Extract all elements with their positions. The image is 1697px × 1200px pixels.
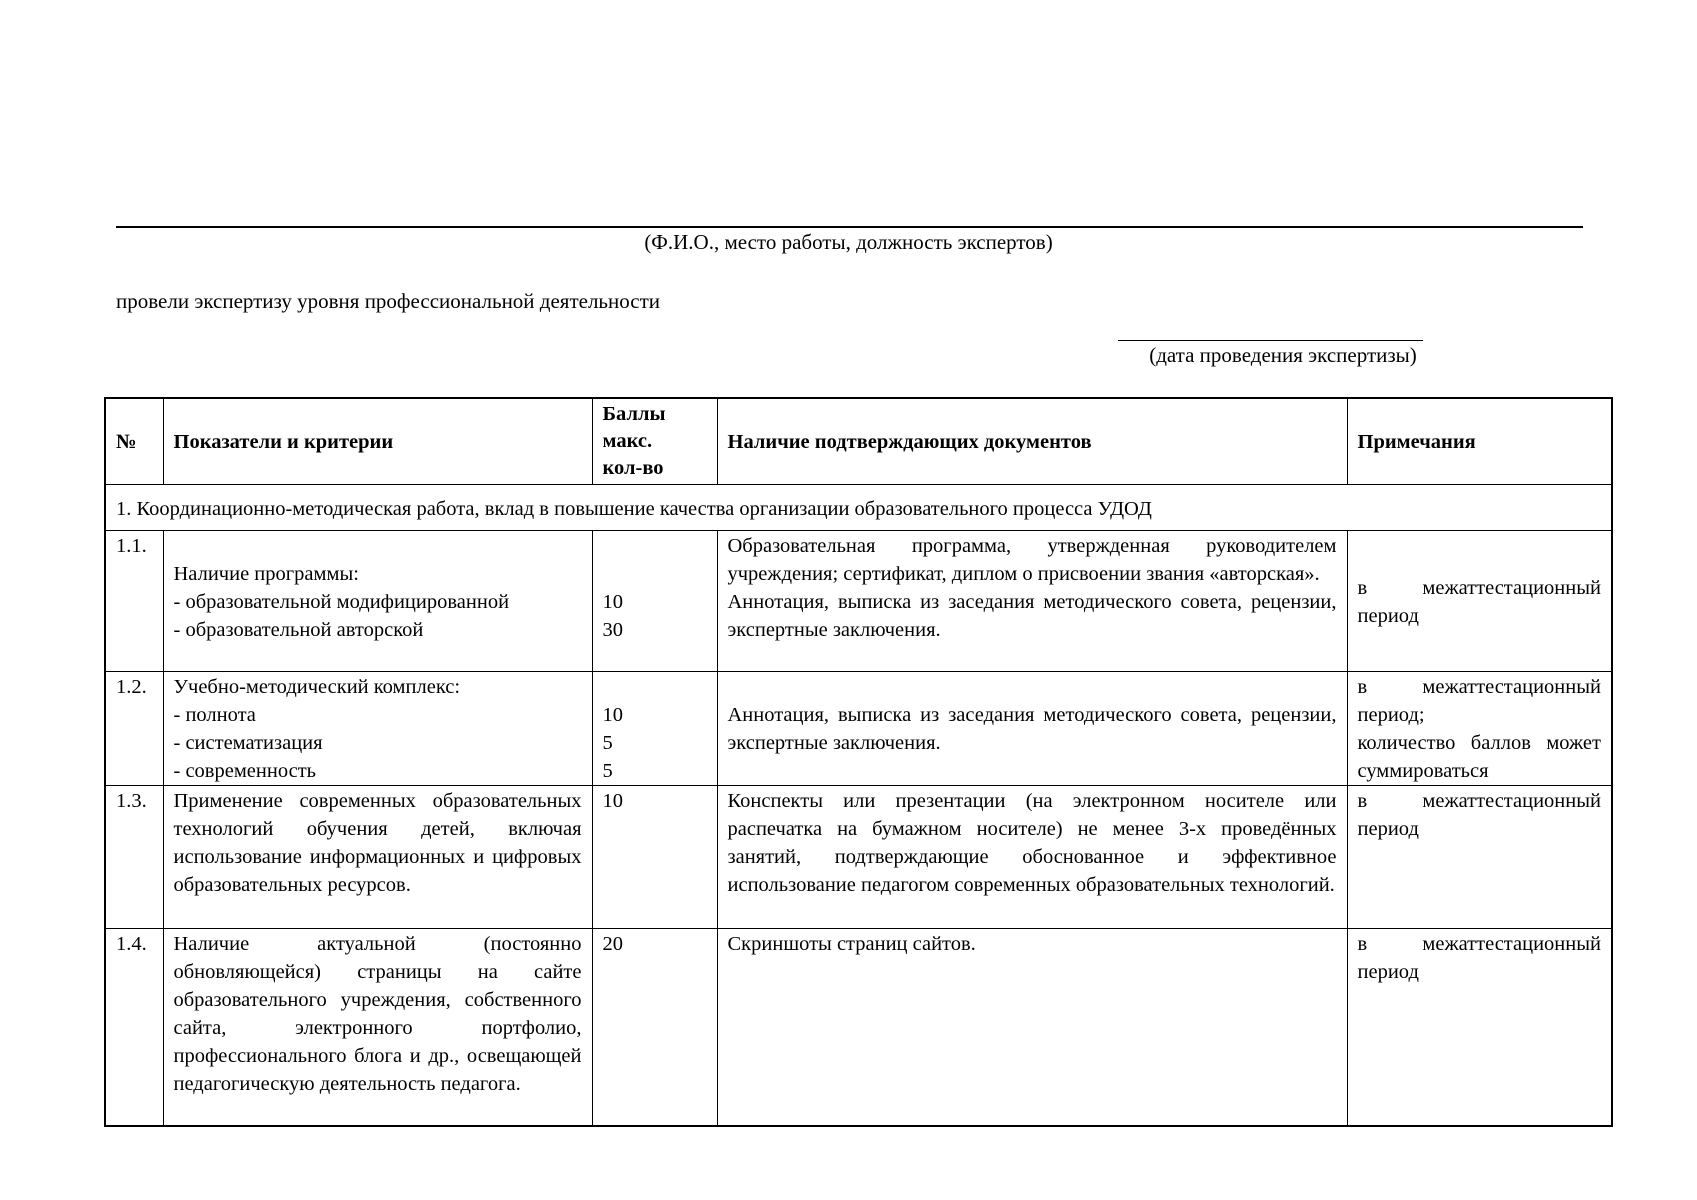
points-value: 10 (602, 704, 623, 726)
signature-line (116, 226, 1583, 228)
header-num: № (105, 398, 163, 485)
date-line (1118, 340, 1423, 341)
header-points (592, 398, 717, 485)
table-row (105, 531, 1612, 672)
row-number: 1.4. (105, 929, 163, 1126)
notes-text-2: количество баллов может суммироваться (1357, 732, 1601, 782)
header-points-line2: макс. (602, 430, 653, 452)
criteria-table (104, 397, 1613, 1127)
table-row (105, 786, 1612, 929)
header-notes: Примечания (1347, 398, 1612, 485)
criteria-line: - образовательной модифицированной (173, 591, 510, 613)
table-row (105, 929, 1612, 1126)
points-value: 10 (602, 591, 623, 613)
points-value: 10 (592, 786, 717, 929)
documents-cell (717, 672, 1347, 786)
criteria-line: - современность (173, 760, 317, 782)
points-cell (592, 672, 717, 786)
criteria-cell: Наличие актуальной (постоянно обновляющейся) страницы на сайте образовательного учреждения, собственного сайта, электронного портфолио, профессионального блога и др., освещающей педагогическую деятельность педагога. (163, 929, 592, 1126)
documents-cell (717, 531, 1347, 672)
documents-text: Аннотация, выписка из заседания методического совета, рецензии, экспертные заключения. (727, 704, 1337, 754)
points-value: 30 (602, 619, 623, 641)
header-points-line1: Баллы (602, 403, 666, 425)
notes-cell: в межаттестационный период (1347, 929, 1612, 1126)
notes-text: в межаттестационный период; (1357, 676, 1601, 726)
points-cell (592, 531, 717, 672)
row-number: 1.3. (105, 786, 163, 929)
date-caption: (дата проведения экспертизы) (1149, 343, 1417, 367)
documents-text: Образовательная программа, утвержденная руководителем учреждения; сертификат, диплом о присвоении звания «авторская». (727, 535, 1337, 585)
header-documents: Наличие подтверждающих документов (717, 398, 1347, 485)
row-number: 1.2. (105, 672, 163, 786)
criteria-cell: Применение современных образовательных технологий обучения детей, включая использование информационных и цифровых образовательных ресурсов. (163, 786, 592, 929)
criteria-line: Наличие программы: (173, 563, 359, 585)
documents-text-2: Аннотация, выписка из заседания методического совета, рецензии, экспертные заключения. (727, 591, 1337, 641)
row-number: 1.1. (105, 531, 163, 672)
header-points-line3: кол-во (602, 457, 664, 479)
intro-text: провели экспертизу уровня профессиональной деятельности (116, 289, 661, 313)
documents-cell: Скриншоты страниц сайтов. (717, 929, 1347, 1126)
signature-caption: (Ф.И.О., место работы, должность экспертов) (644, 230, 1053, 254)
header-criteria: Показатели и критерии (163, 398, 592, 485)
table-header-row (105, 398, 1612, 485)
section-row (105, 485, 1612, 531)
notes-cell (1347, 672, 1612, 786)
criteria-line: - полнота (173, 704, 256, 726)
notes-cell (1347, 531, 1612, 672)
notes-cell: в межаттестационный период (1347, 786, 1612, 929)
criteria-line: - систематизация (173, 732, 323, 754)
criteria-cell (163, 531, 592, 672)
points-value: 5 (602, 760, 613, 782)
section-title: 1. Координационно-методическая работа, вклад в повышение качества организации образовательного процесса УДОД (105, 485, 1612, 531)
criteria-cell (163, 672, 592, 786)
points-value: 20 (592, 929, 717, 1126)
documents-cell: Конспекты или презентации (на электронном носителе или распечатка на бумажном носителе) не менее 3-х проведённых занятий, подтверждающие обоснованное и эффективное использование педагогом современных образовательных технологий. (717, 786, 1347, 929)
points-value: 5 (602, 732, 613, 754)
criteria-line: Учебно-методический комплекс: (173, 676, 461, 698)
notes-text: в межаттестационный период (1357, 576, 1601, 627)
table-row (105, 672, 1612, 786)
criteria-line: - образовательной авторской (173, 619, 424, 641)
